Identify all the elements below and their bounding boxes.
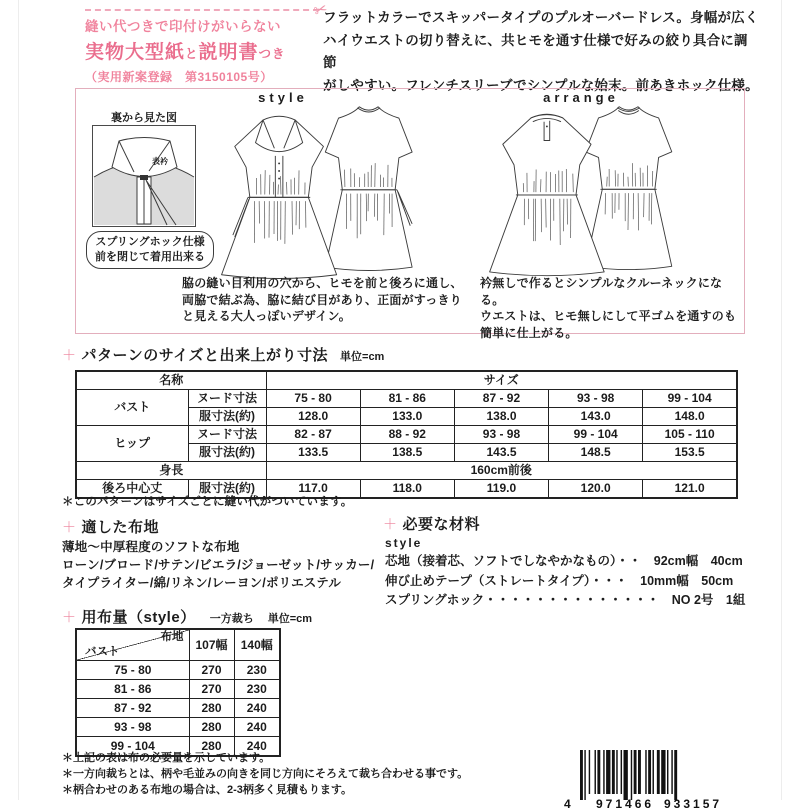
cell: 99 - 104 bbox=[549, 426, 643, 444]
yardage-section-title: 用布量（style） bbox=[82, 609, 196, 626]
material-item: 芯地（接着芯、ソフトでしなやかなもの）・・ 92cm幅 40cm bbox=[385, 552, 745, 572]
cell: 107幅 bbox=[189, 629, 234, 661]
cell: 75 - 80 bbox=[266, 390, 360, 408]
arrange-dress-illustration bbox=[484, 101, 714, 272]
cell: バスト bbox=[76, 390, 188, 426]
style-caption bbox=[182, 275, 463, 325]
brand-big-text: 説明書 bbox=[199, 42, 259, 63]
cell: 240 bbox=[234, 718, 280, 737]
cell: 87 - 92 bbox=[454, 390, 548, 408]
bust-corner-label: バスト bbox=[85, 645, 120, 660]
cell: 81 - 86 bbox=[360, 390, 454, 408]
cell: 143.5 bbox=[454, 444, 548, 462]
style-dress-illustration bbox=[214, 101, 464, 273]
cell: 240 bbox=[234, 737, 280, 757]
cell: 270 bbox=[189, 680, 234, 699]
yardage-section-heading bbox=[62, 606, 312, 627]
cell: ヌード寸法 bbox=[188, 390, 266, 408]
cell: 138.5 bbox=[360, 444, 454, 462]
yardage-header-row bbox=[76, 629, 280, 661]
illustration-box bbox=[75, 88, 745, 334]
table-row bbox=[76, 680, 280, 699]
cell: ヌード寸法 bbox=[188, 426, 266, 444]
plus-mark: ＋ bbox=[62, 609, 77, 625]
cell: 230 bbox=[234, 661, 280, 680]
cell: サイズ bbox=[266, 371, 737, 390]
cell: 服寸法(約) bbox=[188, 408, 266, 426]
arrange-caption bbox=[480, 275, 744, 341]
size-table bbox=[75, 370, 738, 499]
cell: 93 - 98 bbox=[549, 390, 643, 408]
diagonal-header-cell bbox=[76, 629, 189, 661]
scan-edge-left bbox=[18, 0, 19, 800]
fabric-corner-label: 布地 bbox=[161, 630, 184, 645]
cell: 121.0 bbox=[643, 480, 737, 499]
cell: 99 - 104 bbox=[76, 737, 189, 757]
cell: 105 - 110 bbox=[643, 426, 737, 444]
size-section-heading bbox=[62, 344, 384, 365]
barcode-digits-mid: 971466 bbox=[596, 797, 654, 811]
cell: 99 - 104 bbox=[643, 390, 737, 408]
yardage-note-line: ＊柄合わせのある布地の場合は、2-3柄多く見積もります。 bbox=[62, 782, 468, 798]
materials-section-heading bbox=[383, 513, 480, 534]
table-row bbox=[76, 699, 280, 718]
cell: 280 bbox=[189, 737, 234, 757]
table-row bbox=[76, 718, 280, 737]
style-front-dress bbox=[222, 116, 337, 278]
cell: 88 - 92 bbox=[360, 426, 454, 444]
materials-list bbox=[385, 552, 745, 611]
fabric-section-heading bbox=[62, 516, 159, 537]
cell: 93 - 98 bbox=[454, 426, 548, 444]
table-row bbox=[76, 661, 280, 680]
cutting-method-label: 一方裁ち bbox=[210, 613, 254, 625]
cell: 133.0 bbox=[360, 408, 454, 426]
material-item: スプリングホック・・・・・・・・・・・・・・ NO 2号 1組 bbox=[385, 591, 745, 611]
cell: 82 - 87 bbox=[266, 426, 360, 444]
cell: 身長 bbox=[76, 462, 266, 480]
fabric-list bbox=[62, 538, 374, 592]
cell: 148.5 bbox=[549, 444, 643, 462]
style-caption-line: 両脇で結ぶ為、脇に結び目があり、正面がすっきり bbox=[182, 292, 463, 309]
fabric-line: タイプライター/綿/リネン/レーヨン/ポリエステル bbox=[62, 574, 374, 592]
description-line: ハイウエストの切り替えに、共ヒモを通す仕様で好みの絞り具合に調節 bbox=[323, 30, 759, 75]
cell: 143.0 bbox=[549, 408, 643, 426]
cell: 87 - 92 bbox=[76, 699, 189, 718]
cell: 280 bbox=[189, 718, 234, 737]
description-line: フラットカラーでスキッパータイプのプルオーバードレス。身幅が広く bbox=[323, 7, 759, 30]
size-section-title: パターンのサイズと出来上がり寸法 bbox=[82, 347, 329, 364]
yardage-table bbox=[75, 628, 281, 757]
brand-small-text: と bbox=[185, 47, 199, 61]
collar-back-view-illustration bbox=[92, 125, 196, 227]
yardage-note-line: ＊一方向裁ちとは、柄や毛並みの向きを同じ方向にそろえて裁ち合わせる事です。 bbox=[62, 766, 468, 782]
cell: 140幅 bbox=[234, 629, 280, 661]
plus-mark: ＋ bbox=[383, 516, 398, 532]
cell: 230 bbox=[234, 680, 280, 699]
fabric-line: 薄地〜中厚程度のソフトな布地 bbox=[62, 538, 374, 556]
arrange-view-label: arrange bbox=[526, 90, 636, 105]
arrange-caption-line: 簡単に仕上がる。 bbox=[480, 325, 744, 342]
style-view-label: style bbox=[228, 90, 338, 105]
arrange-back-dress bbox=[585, 107, 671, 270]
plus-mark: ＋ bbox=[62, 347, 77, 363]
barcode bbox=[560, 748, 740, 812]
style-caption-line: 脇の縫い目利用の穴から、ヒモを前と後ろに通し、 bbox=[182, 275, 463, 292]
cell: 後ろ中心丈 bbox=[76, 480, 188, 499]
cell: 133.5 bbox=[266, 444, 360, 462]
size-unit-label: 単位=cm bbox=[340, 351, 384, 363]
cell: 128.0 bbox=[266, 408, 360, 426]
product-description bbox=[323, 7, 759, 97]
brand-note bbox=[85, 2, 319, 85]
cell: 270 bbox=[189, 661, 234, 680]
barcode-digit-left: 4 bbox=[564, 797, 571, 811]
table-row bbox=[76, 426, 737, 444]
style-caption-line: と見える大人っぽいデザイン。 bbox=[182, 308, 463, 325]
fabric-section-title: 適した布地 bbox=[82, 519, 160, 536]
plus-mark: ＋ bbox=[62, 519, 77, 535]
yardage-unit-label: 単位=cm bbox=[268, 613, 312, 625]
cell: 81 - 86 bbox=[76, 680, 189, 699]
cell: 240 bbox=[234, 699, 280, 718]
table-row bbox=[76, 462, 737, 480]
fabric-line: ローン/ブロード/サテン/ビエラ/ジョーゼット/サッカー/ bbox=[62, 556, 374, 574]
yardage-note-line: ＊上記の表は布の必要量を示しています。 bbox=[62, 750, 468, 766]
table-row bbox=[76, 390, 737, 408]
cell: 160cm前後 bbox=[266, 462, 737, 480]
seam-allowance-note: ＊このパターンはサイズごとに縫い代がついています。 bbox=[62, 493, 352, 509]
barcode-digits-right: 933157 bbox=[664, 797, 722, 811]
materials-section-title: 必要な材料 bbox=[403, 516, 481, 533]
cell: 120.0 bbox=[549, 480, 643, 499]
cell: 118.0 bbox=[360, 480, 454, 499]
cell: 93 - 98 bbox=[76, 718, 189, 737]
cell: 119.0 bbox=[454, 480, 548, 499]
scissors-icon: ✂ bbox=[311, 0, 330, 22]
spring-hook-callout bbox=[86, 231, 214, 269]
style-back-dress bbox=[325, 107, 412, 271]
cell: 280 bbox=[189, 699, 234, 718]
cell: 75 - 80 bbox=[76, 661, 189, 680]
brand-note-line1: 縫い代つきで印付けがいらない bbox=[85, 15, 319, 35]
cell: 名称 bbox=[76, 371, 266, 390]
callout-line: スプリングホック仕様 bbox=[89, 235, 211, 250]
cell: ヒップ bbox=[76, 426, 188, 462]
utility-model-registration: （実用新案登録 第3150105号） bbox=[85, 68, 319, 85]
brand-small-text: つき bbox=[259, 47, 286, 61]
cut-line bbox=[85, 9, 319, 11]
description-line: がしやすい。フレンチスリーブでシンプルな始末。前あきホック仕様。 bbox=[323, 75, 759, 98]
cell: 148.0 bbox=[643, 408, 737, 426]
material-item: 伸び止めテープ（ストレートタイプ）・・・ 10mm幅 50cm bbox=[385, 572, 745, 592]
cell: 服寸法(約) bbox=[188, 480, 266, 499]
arrange-caption-line: ウエストは、ヒモ無しにして平ゴムを通すのも bbox=[480, 308, 744, 325]
outer-collar-label: 表衿 bbox=[152, 156, 169, 166]
scan-edge-right bbox=[781, 0, 782, 800]
cell: 117.0 bbox=[266, 480, 360, 499]
arrange-caption-line: 衿無しで作るとシンプルなクルーネックになる。 bbox=[480, 275, 744, 308]
cell: 服寸法(約) bbox=[188, 444, 266, 462]
back-view-caption: 裏から見た図 bbox=[88, 109, 200, 125]
cell: 138.0 bbox=[454, 408, 548, 426]
yardage-notes bbox=[62, 750, 468, 798]
cell: 153.5 bbox=[643, 444, 737, 462]
callout-line: 前を閉じて着用出来る bbox=[89, 250, 211, 265]
brand-big-text: 実物大型紙 bbox=[85, 42, 185, 63]
materials-style-label: style bbox=[385, 536, 422, 550]
arrange-front-dress bbox=[490, 114, 605, 275]
brand-note-line2 bbox=[85, 37, 319, 64]
size-table-header-row bbox=[76, 371, 737, 390]
